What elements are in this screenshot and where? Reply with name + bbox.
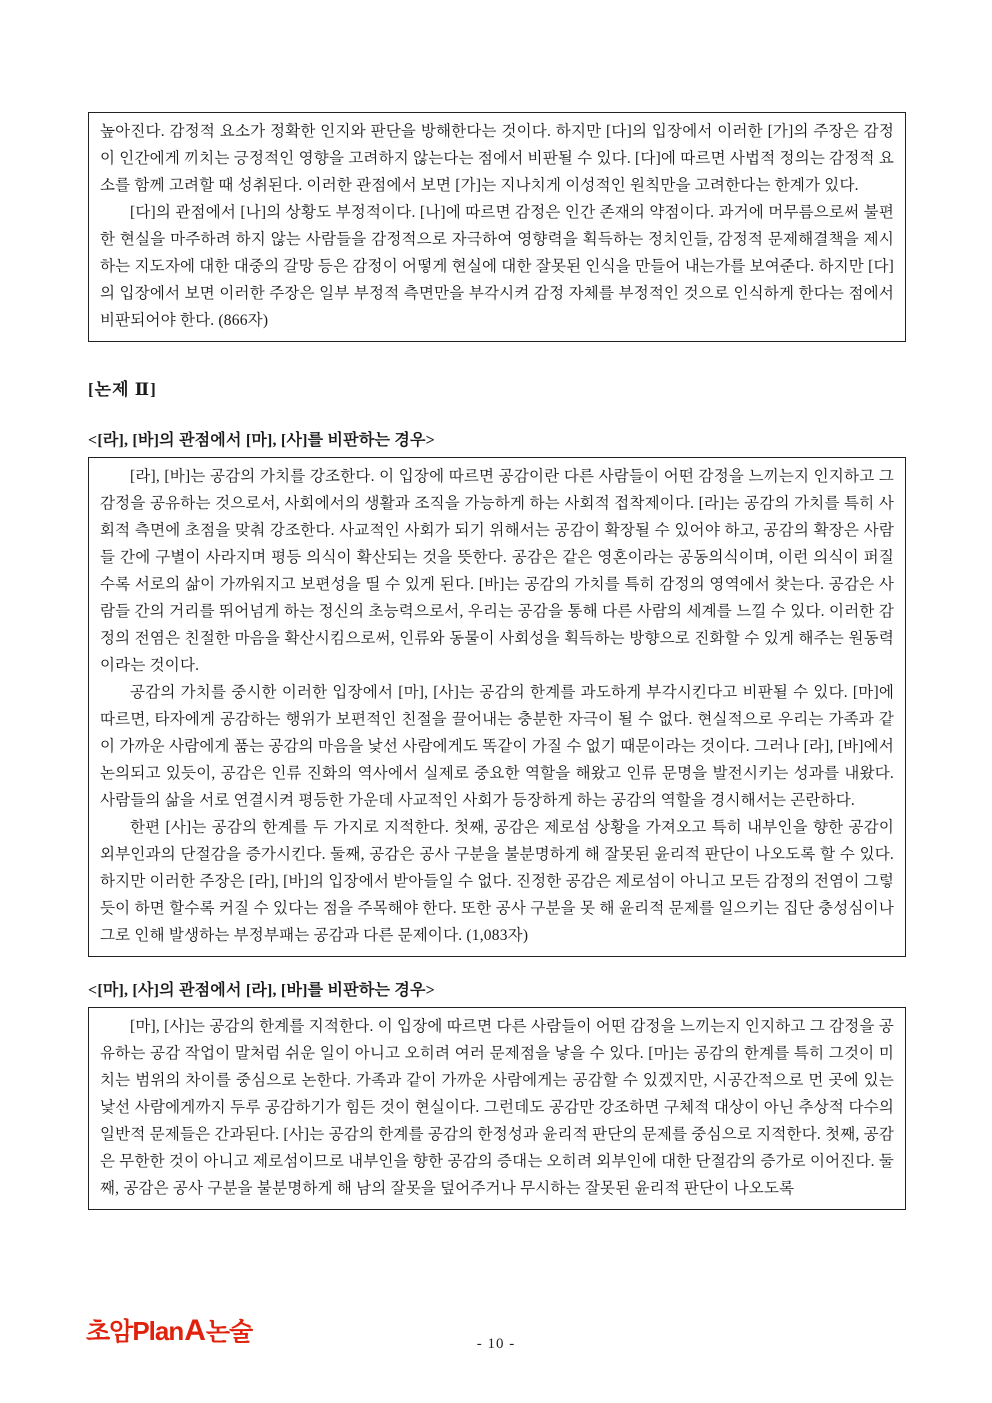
essay1-paragraph-1: 높아진다. 감정적 요소가 정확한 인지와 판단을 방해한다는 것이다. 하지만 [다]의 입장에서 이러한 [가]의 주장은 감정이 인간에게 끼치는 긍정적인 영향을 고려하지 않는다는 점에서 비판될 수 있다. [다]에 따르면 사법적 정의는 감정적 요소를 함께 고려할 때 성취된다. 이러한 관점에서 보면 [가]는 지나치게 이성적인 원칙만을 고려한다는 한계가 있다. [100,123,894,194]
essay2-paragraph-2: 공감의 가치를 중시한 이러한 입장에서 [마], [사]는 공감의 한계를 과도하게 부각시킨다고 비판될 수 있다. [마]에 따르면, 타자에게 공감하는 행위가 보편적인 친절을 끌어내는 충분한 자극이 될 수 없다. 현실적으로 우리는 가족과 같이 가까운 사람에게 품는 공감의 마음을 낯선 사람에게도 똑같이 가질 수 없기 때문이라는 것이다. 그러나 [라], [바]에서 논의되고 있듯이, 공감은 인류 진화의 역사에서 실제로 중요한 역할을 해왔고 인류 문명을 발전시키는 성과를 내왔다. 사람들의 삶을 서로 연결시켜 평등한 가운데 사교적인 사회가 등장하게 하는 공감의 역할을 경시해서는 곤란하다. [100,684,894,809]
answer-box-essay-3 [88,1007,906,1210]
logo-text-choam: 초암 [86,1318,133,1346]
section-heading-nonje-2: [논제 Ⅱ] [88,380,157,399]
subheading-case-2: <[마], [사]의 관점에서 [라], [바]를 비판하는 경우> [88,982,435,999]
page-number: - 10 - [476,1336,516,1352]
answer-box-essay-2 [88,457,906,957]
page-content [88,112,906,1210]
logo-text-plan: Plan [132,1316,184,1346]
essay2-paragraph-1: [라], [바]는 공감의 가치를 강조한다. 이 입장에 따르면 공감이란 다른 사람들이 어떤 감정을 느끼는지 인지하고 그 감정을 공유하는 것으로서, 사회에서의 생활과 조직을 가능하게 하는 사회적 접착제이다. [라]는 공감의 가치를 특히 사회적 측면에 초점을 맞춰 강조한다. 사교적인 사회가 되기 위해서는 공감이 확장될 수 있어야 하고, 공감의 확장은 사람들 간에 구별이 사라지며 평등 의식이 확산되는 것을 뜻한다. 공감은 같은 영혼이라는 공동의식이며, 이런 의식이 퍼질수록 서로의 삶이 가까워지고 보편성을 띨 수 있게 된다. [바]는 공감의 가치를 특히 감정의 영역에서 찾는다. 공감은 사람들 간의 거리를 뛰어넘게 하는 정신의 초능력으로서, 우리는 공감을 통해 다른 사람의 세계를 느낄 수 있다. 이러한 감정의 전염은 친절한 마음을 확산시킴으로써, 인류와 동물이 사회성을 획득하는 방향으로 진화할 수 있게 해주는 원동력이라는 것이다. [100,468,894,674]
essay3-paragraph-1: [마], [사]는 공감의 한계를 지적한다. 이 입장에 따르면 다른 사람들이 어떤 감정을 느끼는지 인지하고 그 감정을 공유하는 공감 작업이 말처럼 쉬운 일이 아니고 오히려 여러 문제점을 낳을 수 있다. [마]는 공감의 한계를 특히 그것이 미치는 범위의 차이를 중심으로 논한다. 가족과 같이 가까운 사람에게는 공감할 수 있겠지만, 시공간적으로 먼 곳에 있는 낯선 사람에게까지 두루 공감하기가 힘든 것이 현실이다. 그런데도 공감만 강조하면 구체적 대상이 아닌 추상적 다수의 일반적 문제들은 간과된다. [사]는 공감의 한계를 공감의 한정성과 윤리적 판단의 문제를 중심으로 지적한다. 첫째, 공감은 무한한 것이 아니고 제로섬이므로 내부인을 향한 공감의 증대는 오히려 외부인에 대한 단절감의 증가로 이어진다. 둘째, 공감은 공사 구분을 불분명하게 해 남의 잘못을 덮어주거나 무시하는 잘못된 윤리적 판단이 나오도록 [100,1018,894,1197]
essay1-paragraph-2: [다]의 관점에서 [나]의 상황도 부정적이다. [나]에 따르면 감정은 인간 존재의 약점이다. 과거에 머무름으로써 불편한 현실을 마주하려 하지 않는 사람들을 감정적으로 자극하여 영향력을 획득하는 정치인들, 감정적 문제해결책을 제시하는 지도자에 대한 대중의 갈망 등은 감정이 어떻게 현실에 대한 잘못된 인식을 만들어 내는가를 보여준다. 하지만 [다]의 입장에서 보면 이러한 주장은 일부 부정적 측면만을 부각시켜 감정 자체를 부정적인 것으로 인식하게 한다는 점에서 비판되어야 한다. (866자) [100,204,894,329]
subheading-case-1: <[라], [바]의 관점에서 [마], [사]를 비판하는 경우> [88,432,435,449]
logo-text-a: A [184,1314,205,1347]
logo-text-nonsul: 논술 [205,1318,253,1346]
answer-box-essay-1 [88,112,906,342]
essay2-paragraph-3: 한편 [사]는 공감의 한계를 두 가지로 지적한다. 첫째, 공감은 제로섬 상황을 가져오고 특히 내부인을 향한 공감이 외부인과의 단절감을 증가시킨다. 둘째, 공감은 공사 구분을 불분명하게 해 잘못된 윤리적 판단이 나오도록 할 수 있다. 하지만 이러한 주장은 [라], [바]의 입장에서 받아들일 수 없다. 진정한 공감은 제로섬이 아니고 모든 감정의 전염이 그렇듯이 하면 할수록 커질 수 있다는 점을 주목해야 한다. 또한 공사 구분을 못 해 윤리적 문제를 일으키는 집단 충성심이나 그로 인해 발생하는 부정부패는 공감과 다른 문제이다. (1,083자) [100,819,894,944]
